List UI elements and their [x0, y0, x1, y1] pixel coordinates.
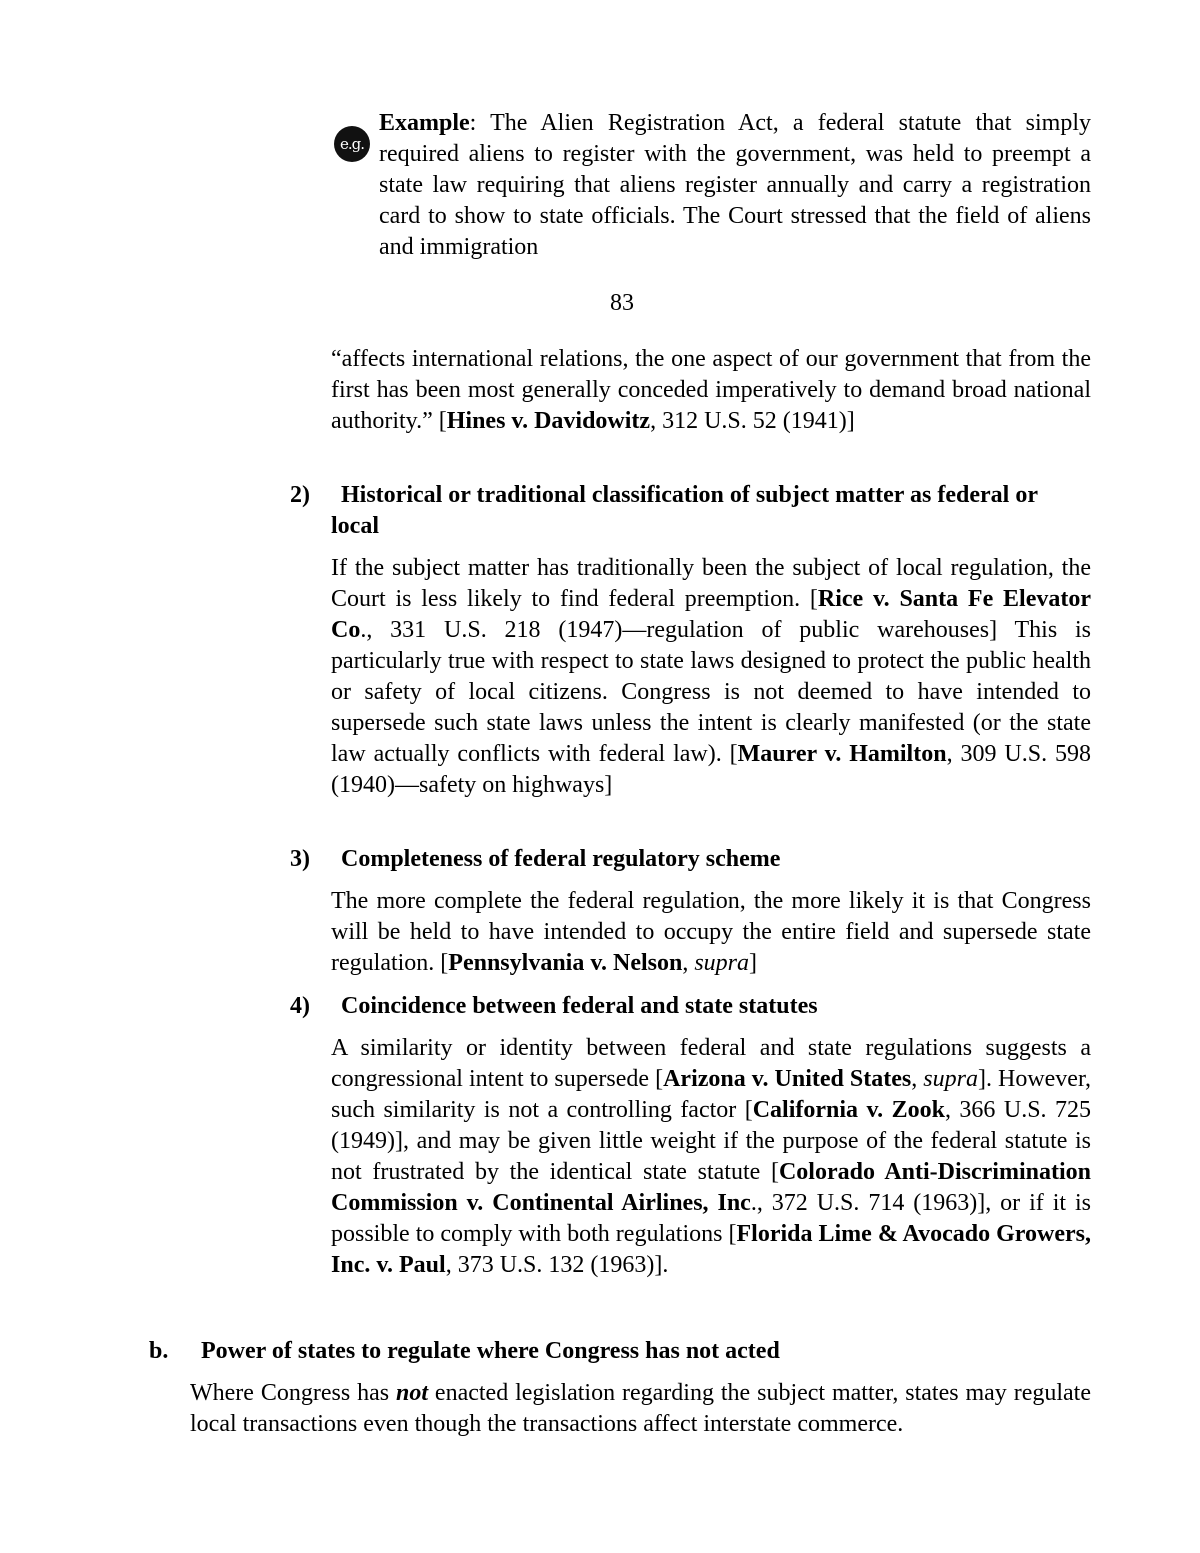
case-arizona: Arizona v. United States — [663, 1066, 912, 1092]
item-4-number: 4) — [290, 993, 310, 1019]
example-first-line-wrap — [331, 108, 1091, 263]
quote-text: “affects international relations, the one aspect of our government that from the first has been most generally conceded imperatively to demand broad national authority.” [ — [331, 346, 1091, 434]
quote-case-name: Hines v. Davidowitz — [446, 408, 651, 434]
case-maurer: Maurer v. Hamilton — [737, 741, 947, 767]
case-rice: Rice v. Santa Fe Elevator Co — [331, 586, 1092, 643]
item-2-heading: Historical or traditional classification of subject matter as federal or local — [331, 482, 1038, 539]
section-b-letter: b. — [149, 1338, 169, 1364]
example-text: : The Alien Registration Act, a federal statute that simply required aliens to register with the government, was held to preempt a state law requiring that aliens register annually and carry a registration card to show to state officials. The Court stressed that the field of aliens and immigration — [379, 110, 1091, 260]
example-icon-label: e.g. — [339, 135, 364, 153]
section-b-heading: Power of states to regulate where Congress has not acted — [201, 1338, 780, 1364]
item-2-body: If the subject matter has traditionally been the subject of local regulation, the Court is less likely to find federal preemption. [Rice v. Santa Fe Elevator Co., 331 U.S. 218 (1947)—regulation of public warehouses] This is particularly true with respect to state laws designed to protect the public health or safety of local citizens. Congress is not deemed to have intended to supersede such state laws unless the intent is clearly manifested (or the state law actually conflicts with federal law). [Maurer v. Hamilton, 309 U.S. 598 (1940)—safety on highways] — [331, 555, 1092, 798]
item-3-heading: Completeness of federal regulatory scheme — [341, 846, 781, 872]
quote-citation: , 312 U.S. 52 (1941)] — [650, 408, 855, 434]
case-colorado: Colorado Anti-Discrimination Commission v. Continental Airlines, Inc — [331, 1159, 1091, 1216]
item-3-number: 3) — [290, 846, 310, 872]
item-4-heading: Coincidence between federal and state statutes — [341, 993, 818, 1019]
section-b-body: Where Congress has not enacted legislation regarding the subject matter, states may regulate local transactions even though the transactions affect interstate commerce. — [190, 1380, 1091, 1437]
emphasis-not: not — [396, 1380, 429, 1406]
item-2-number: 2) — [290, 482, 310, 508]
hines-quote-paragraph — [331, 344, 1091, 437]
example-block — [331, 108, 1091, 263]
case-pennsylvania: Pennsylvania v. Nelson — [448, 950, 683, 976]
example-label: Example — [379, 110, 470, 136]
supra-ref: supra — [923, 1066, 978, 1092]
case-california: California v. Zook — [752, 1097, 945, 1123]
page-number: 83 — [610, 290, 634, 316]
item-3-body: The more complete the federal regulation, the more likely it is that Congress will be held to have intended to occupy the entire field and supersede state regulation. [Pennsylvania v. Nelson, supra] — [331, 888, 1091, 976]
supra-ref: supra — [694, 950, 750, 976]
item-4-body: A similarity or identity between federal and state regulations suggests a congressional intent to supersede [Arizona v. United States, supra]. However, such similarity is not a controlling factor [California v. Zook, 366 U.S. 725 (1949)], and may be given little weight if the purpose of the federal statute is not frustrated by the identical state statute [Colorado Anti-Discrimination Commission v. Continental Airlines, Inc., 372 U.S. 714 (1963)], or if it is possible to comply with both regulations [Florida Lime & Avocado Growers, Inc. v. Paul, 373 U.S. 132 (1963)]. — [331, 1035, 1092, 1278]
case-florida: Florida Lime & Avocado Growers, Inc. v. Paul — [331, 1221, 1092, 1278]
